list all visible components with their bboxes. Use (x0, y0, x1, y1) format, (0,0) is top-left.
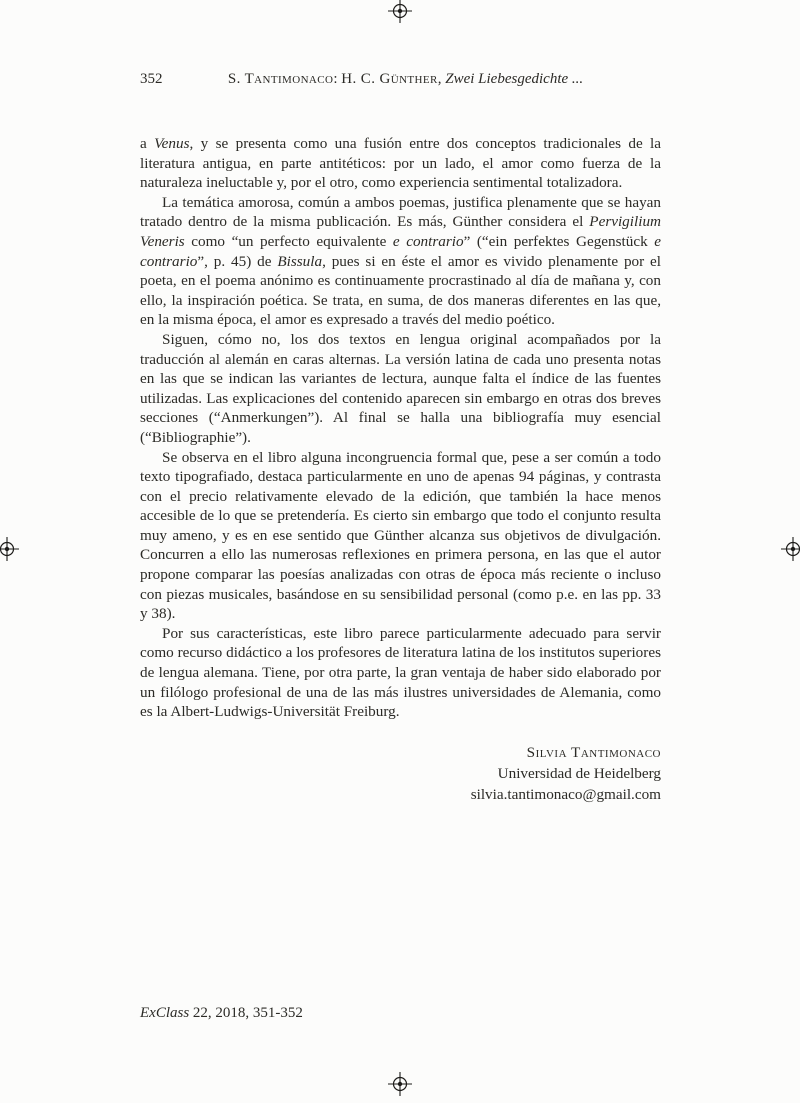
text-run: Se observa en el libro alguna incongruencia formal que, pese a ser común a todo texto tipografiado, destaca particularmente en uno de apenas 94 páginas, y contrasta con el precio relativamente elevado de la edición, que también la hace menos accesible de lo que se pretendería. Es cierto sin embargo que todo el conjunto resulta muy ameno, y es en ese sentido que Günther alcanza sus objetivos de divulgación. Concurren a ello las numerosas reflexiones en primera persona, en las que el autor propone comparar las poesías analizadas con otras de época más reciente o incluso con piezas musicales, basándose en su sensibilidad personal (como p.e. en las pp. 33 y 38). (140, 448, 661, 623)
text-run: , (437, 71, 446, 87)
paragraph (140, 134, 661, 193)
paragraph (140, 624, 661, 722)
text-run: 22, 2018, 351-352 (189, 1005, 303, 1021)
text-run: Pervigilium Veneris (140, 213, 661, 250)
running-header (140, 70, 661, 88)
text-run: Venus (154, 135, 190, 152)
text-run: como “un perfecto equivalente (184, 232, 393, 250)
text-run: e contrario (392, 232, 464, 250)
running-title (140, 70, 661, 88)
text-run: a (140, 135, 155, 152)
author-affiliation: Universidad de Heidelberg (497, 764, 661, 782)
text-run: Por sus características, este libro parece particularmente adecuado para servir como recurso didáctico a los profesores de literatura latina de los institutos superiores de lengua alemana. Tiene, por otra parte, la gran ventaja de haber sido elaborado por un filólogo profesional de una de las más ilustres universidades de Alemania, como es la Albert-Ludwigs-Universität Freiburg. (140, 624, 661, 721)
paragraphs-container (140, 134, 661, 722)
paragraph (140, 448, 661, 624)
registration-mark-left-icon (0, 537, 19, 561)
text-run: La temática amorosa, común a ambos poemas, justifica plenamente que se hayan tratado dentro de la misma publicación. Es más, Günther considera el (140, 193, 661, 231)
text-run: ExClass (140, 1005, 190, 1021)
text-run: , y se presenta como una fusión entre dos conceptos tradicionales de la literatura antigua, en parte antitéticos: por un lado, el amor como fuerza de la naturaleza ineluctable y, por el otro, como experiencia sentimental totalizadora. (140, 135, 661, 192)
text-run: e contrario (140, 232, 661, 270)
paragraph (140, 330, 661, 448)
review-body (140, 134, 661, 805)
registration-mark-right-icon (781, 537, 800, 561)
registration-mark-bottom-icon (388, 1072, 412, 1096)
text-run: Zwei Liebesgedichte ... (445, 71, 584, 87)
text-run: ”, p. 45) de (197, 252, 278, 270)
page-number: 352 (140, 71, 163, 87)
author-name: Silvia Tantimonaco (526, 743, 661, 761)
registration-mark-top-icon (388, 0, 412, 23)
text-run: S. Tantimonaco (227, 71, 334, 87)
paragraph (140, 193, 661, 330)
author-email: silvia.tantimonaco@gmail.com (470, 785, 661, 803)
text-run: ” (“ein perfektes Gegenstück (463, 232, 655, 250)
signature-block (140, 742, 661, 805)
text-run: , pues si en éste el amor es vivido plenamente por el poeta, en el poema anónimo es continuamente procrastinado al día de mañana y, con ello, la inspiración poética. Se trata, en suma, de dos maneras diferentes en las que, en la misma época, el amor es expresado a través del medio poético. (140, 252, 662, 329)
text-run: H. C. Günther (341, 71, 438, 87)
text-run: Bissula (277, 252, 323, 270)
journal-footer (140, 1005, 303, 1022)
text-run: : (333, 71, 342, 87)
text-run: Siguen, cómo no, los dos textos en lengua original acompañados por la traducción al alemán en caras alternas. La versión latina de cada uno presenta notas en las que se indican las variantes de lectura, aunque falta el índice de las fuentes utilizadas. Las explicaciones del contenido aparecen sin embargo en otras dos breves secciones (“Anmerkungen”). Al final se halla una bibliografía muy esencial (“Bibliographie”). (140, 330, 661, 446)
